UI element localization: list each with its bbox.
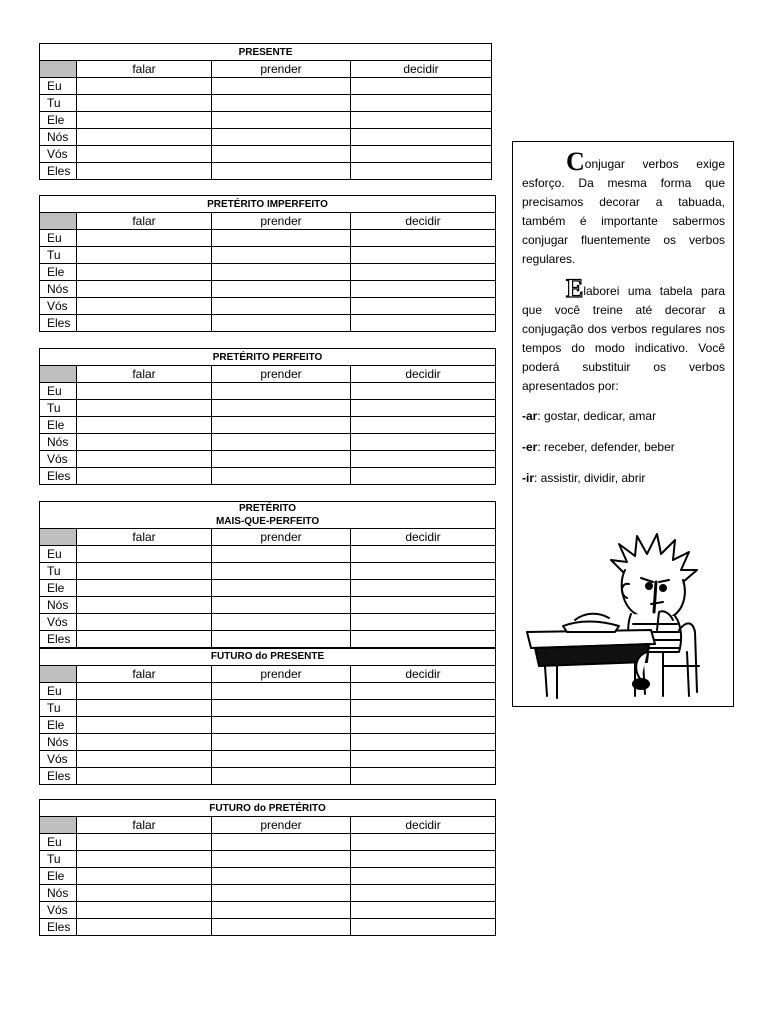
ar-label: -ar (522, 409, 538, 423)
pronoun-label: Ele (40, 868, 77, 885)
tense-title (40, 502, 496, 529)
answer-cell-falar[interactable] (77, 230, 212, 247)
answer-cell-falar[interactable] (77, 78, 212, 95)
answer-cell-decidir[interactable] (351, 902, 496, 919)
er-label: -er (522, 440, 538, 454)
answer-cell-prender[interactable] (212, 716, 351, 733)
pronoun-label: Vós (40, 298, 77, 315)
answer-cell-prender[interactable] (212, 546, 351, 563)
table-row (40, 834, 496, 851)
table-row (40, 767, 496, 784)
answer-cell-prender[interactable] (212, 434, 351, 451)
conjugation-table (39, 348, 496, 485)
verb-header-decidir: decidir (351, 817, 496, 834)
answer-cell-prender[interactable] (212, 563, 351, 580)
tense-title (40, 44, 492, 61)
verb-header-prender: prender (212, 817, 351, 834)
verb-header-prender: prender (212, 529, 351, 546)
pronoun-label: Eles (40, 315, 77, 332)
answer-cell-decidir[interactable] (351, 417, 496, 434)
answer-cell-prender[interactable] (212, 129, 351, 146)
answer-cell-decidir[interactable] (351, 597, 496, 614)
answer-cell-falar[interactable] (77, 112, 212, 129)
tense-title (40, 648, 496, 665)
pronoun-label: Vós (40, 614, 77, 631)
pronoun-label: Tu (40, 699, 77, 716)
pronoun-label: Nós (40, 597, 77, 614)
pronoun-label: Nós (40, 434, 77, 451)
answer-cell-decidir[interactable] (351, 733, 496, 750)
answer-cell-prender[interactable] (212, 146, 351, 163)
verb-header-falar: falar (77, 817, 212, 834)
answer-cell-falar[interactable] (77, 597, 212, 614)
table-row (40, 451, 496, 468)
answer-cell-prender[interactable] (212, 597, 351, 614)
answer-cell-falar[interactable] (77, 834, 212, 851)
answer-cell-falar[interactable] (77, 580, 212, 597)
ar-verbs: : gostar, dedicar, amar (537, 409, 657, 423)
answer-cell-falar[interactable] (77, 750, 212, 767)
answer-cell-decidir[interactable] (351, 95, 492, 112)
answer-cell-falar[interactable] (77, 434, 212, 451)
er-verbs-line (522, 438, 725, 457)
answer-cell-decidir[interactable] (351, 451, 496, 468)
answer-cell-decidir[interactable] (351, 129, 492, 146)
table-row (40, 281, 496, 298)
table-row (40, 95, 492, 112)
answer-cell-prender[interactable] (212, 112, 351, 129)
table-row (40, 885, 496, 902)
answer-cell-decidir[interactable] (351, 580, 496, 597)
verb-header-falar: falar (77, 529, 212, 546)
ir-verbs: : assistir, dividir, abrir (534, 471, 646, 485)
answer-cell-falar[interactable] (77, 400, 212, 417)
answer-cell-falar[interactable] (77, 563, 212, 580)
table-row (40, 112, 492, 129)
drop-cap-e: E (566, 274, 584, 303)
pronoun-label: Vós (40, 146, 77, 163)
verb-header-decidir: decidir (351, 529, 496, 546)
pronoun-label: Nós (40, 281, 77, 298)
table-row (40, 546, 496, 563)
answer-cell-decidir[interactable] (351, 383, 496, 400)
table-row (40, 699, 496, 716)
conjugation-table (39, 43, 492, 180)
table-row (40, 315, 496, 332)
answer-cell-prender[interactable] (212, 885, 351, 902)
answer-cell-prender[interactable] (212, 919, 351, 936)
pronoun-label: Eles (40, 631, 77, 648)
answer-cell-falar[interactable] (77, 129, 212, 146)
answer-cell-decidir[interactable] (351, 631, 496, 648)
pronoun-label: Nós (40, 885, 77, 902)
pronoun-label: Ele (40, 580, 77, 597)
answer-cell-prender[interactable] (212, 230, 351, 247)
answer-cell-prender[interactable] (212, 767, 351, 784)
pronoun-label: Eu (40, 230, 77, 247)
answer-cell-prender[interactable] (212, 400, 351, 417)
verb-header-prender: prender (212, 61, 351, 78)
answer-cell-falar[interactable] (77, 247, 212, 264)
answer-cell-decidir[interactable] (351, 851, 496, 868)
table-row (40, 733, 496, 750)
tense-title-line: PRETÉRITO IMPERFEITO (207, 198, 328, 210)
table-row (40, 563, 496, 580)
pronoun-label: Tu (40, 95, 77, 112)
er-verbs: : receber, defender, beber (537, 440, 675, 454)
tense-title-line: PRESENTE (238, 46, 293, 58)
tense-title-line: FUTURO do PRETÉRITO (209, 802, 326, 814)
answer-cell-prender[interactable] (212, 851, 351, 868)
header-corner-cell (40, 61, 77, 78)
table-row (40, 750, 496, 767)
ir-verbs-line (522, 469, 725, 488)
table-row (40, 417, 496, 434)
pronoun-label: Eles (40, 468, 77, 485)
tense-title (40, 196, 496, 213)
table-row (40, 78, 492, 95)
verb-header-prender: prender (212, 665, 351, 682)
answer-cell-falar[interactable] (77, 902, 212, 919)
instructions-paragraph (522, 274, 725, 396)
table-row (40, 716, 496, 733)
header-corner-cell (40, 213, 77, 230)
answer-cell-falar[interactable] (77, 699, 212, 716)
pronoun-label: Nós (40, 129, 77, 146)
answer-cell-prender[interactable] (212, 631, 351, 648)
answer-cell-decidir[interactable] (351, 885, 496, 902)
answer-cell-falar[interactable] (77, 631, 212, 648)
tense-title-line: FUTURO do PRESENTE (210, 651, 325, 663)
table-row (40, 919, 496, 936)
answer-cell-decidir[interactable] (351, 281, 496, 298)
tense-title-line: PRETÉRITO PERFEITO (212, 351, 323, 363)
verb-header-falar: falar (77, 213, 212, 230)
table-row (40, 247, 496, 264)
answer-cell-prender[interactable] (212, 383, 351, 400)
table-row (40, 868, 496, 885)
answer-cell-decidir[interactable] (351, 699, 496, 716)
conjugation-table (39, 195, 496, 332)
pronoun-label: Tu (40, 851, 77, 868)
answer-cell-prender[interactable] (212, 868, 351, 885)
answer-cell-decidir[interactable] (351, 264, 496, 281)
table-row (40, 631, 496, 648)
answer-cell-falar[interactable] (77, 298, 212, 315)
answer-cell-decidir[interactable] (351, 546, 496, 563)
answer-cell-decidir[interactable] (351, 146, 492, 163)
answer-cell-falar[interactable] (77, 451, 212, 468)
answer-cell-prender[interactable] (212, 580, 351, 597)
answer-cell-falar[interactable] (77, 315, 212, 332)
verb-header-prender: prender (212, 213, 351, 230)
table-row (40, 682, 496, 699)
intro-paragraph (522, 147, 725, 269)
answer-cell-prender[interactable] (212, 902, 351, 919)
answer-cell-prender[interactable] (212, 733, 351, 750)
answer-cell-prender[interactable] (212, 468, 351, 485)
answer-cell-falar[interactable] (77, 264, 212, 281)
header-corner-cell (40, 366, 77, 383)
instructions-text: laborei uma tabela para que você treine até decorar a conjugação dos verbos regulares nos tempos do modo indicativo. Você poderá substituir os verbos apresentados por: (522, 284, 725, 393)
answer-cell-falar[interactable] (77, 146, 212, 163)
table-row (40, 146, 492, 163)
answer-cell-decidir[interactable] (351, 78, 492, 95)
table-row (40, 383, 496, 400)
answer-cell-decidir[interactable] (351, 834, 496, 851)
answer-cell-prender[interactable] (212, 315, 351, 332)
answer-cell-decidir[interactable] (351, 230, 496, 247)
answer-cell-falar[interactable] (77, 767, 212, 784)
pronoun-label: Tu (40, 247, 77, 264)
answer-cell-decidir[interactable] (351, 868, 496, 885)
verb-header-decidir: decidir (351, 665, 496, 682)
answer-cell-falar[interactable] (77, 383, 212, 400)
verb-header-falar: falar (77, 61, 212, 78)
table-row (40, 468, 496, 485)
answer-cell-decidir[interactable] (351, 163, 492, 180)
answer-cell-prender[interactable] (212, 163, 351, 180)
pronoun-label: Ele (40, 112, 77, 129)
answer-cell-prender[interactable] (212, 699, 351, 716)
verb-header-falar: falar (77, 665, 212, 682)
conjugation-table (39, 501, 496, 648)
verb-header-falar: falar (77, 366, 212, 383)
header-corner-cell (40, 665, 77, 682)
answer-cell-decidir[interactable] (351, 563, 496, 580)
answer-cell-falar[interactable] (77, 733, 212, 750)
verb-header-decidir: decidir (351, 61, 492, 78)
answer-cell-prender[interactable] (212, 682, 351, 699)
pronoun-label: Eles (40, 767, 77, 784)
student-writing-illustration (523, 520, 719, 704)
table-row (40, 902, 496, 919)
intro-text: onjugar verbos exige esforço. Da mesma forma que precisamos decorar a tabuada, também é importante sabermos conjugar fluentemente os verbos regulares. (522, 157, 725, 266)
pronoun-label: Ele (40, 716, 77, 733)
ir-label: -ir (522, 471, 534, 485)
table-row (40, 230, 496, 247)
ar-verbs-line (522, 407, 725, 426)
table-row (40, 434, 496, 451)
verb-header-prender: prender (212, 366, 351, 383)
answer-cell-decidir[interactable] (351, 767, 496, 784)
pronoun-label: Vós (40, 451, 77, 468)
answer-cell-falar[interactable] (77, 885, 212, 902)
answer-cell-prender[interactable] (212, 247, 351, 264)
table-row (40, 264, 496, 281)
table-row (40, 400, 496, 417)
header-corner-cell (40, 529, 77, 546)
answer-cell-decidir[interactable] (351, 919, 496, 936)
answer-cell-prender[interactable] (212, 78, 351, 95)
pronoun-label: Eles (40, 163, 77, 180)
pronoun-label: Eu (40, 383, 77, 400)
table-row (40, 580, 496, 597)
answer-cell-prender[interactable] (212, 451, 351, 468)
answer-cell-decidir[interactable] (351, 298, 496, 315)
pronoun-label: Vós (40, 750, 77, 767)
answer-cell-falar[interactable] (77, 919, 212, 936)
pronoun-label: Nós (40, 733, 77, 750)
answer-cell-prender[interactable] (212, 417, 351, 434)
answer-cell-decidir[interactable] (351, 468, 496, 485)
answer-cell-falar[interactable] (77, 417, 212, 434)
answer-cell-decidir[interactable] (351, 716, 496, 733)
answer-cell-falar[interactable] (77, 682, 212, 699)
answer-cell-decidir[interactable] (351, 750, 496, 767)
pronoun-label: Tu (40, 400, 77, 417)
table-row (40, 298, 496, 315)
verb-header-decidir: decidir (351, 366, 496, 383)
pronoun-label: Ele (40, 417, 77, 434)
pronoun-label: Eu (40, 546, 77, 563)
answer-cell-decidir[interactable] (351, 247, 496, 264)
answer-cell-falar[interactable] (77, 281, 212, 298)
instruction-box (512, 141, 734, 707)
pronoun-label: Eles (40, 919, 77, 936)
pronoun-label: Eu (40, 78, 77, 95)
answer-cell-decidir[interactable] (351, 682, 496, 699)
answer-cell-falar[interactable] (77, 468, 212, 485)
answer-cell-prender[interactable] (212, 834, 351, 851)
answer-cell-decidir[interactable] (351, 112, 492, 129)
answer-cell-falar[interactable] (77, 614, 212, 631)
answer-cell-decidir[interactable] (351, 434, 496, 451)
header-corner-cell (40, 817, 77, 834)
tense-title-line: PRETÉRITO (238, 503, 297, 514)
tense-title (40, 349, 496, 366)
tense-title-line: MAIS-QUE-PERFEITO (215, 516, 320, 527)
conjugation-table (39, 647, 496, 785)
table-row (40, 163, 492, 180)
answer-cell-decidir[interactable] (351, 315, 496, 332)
table-row (40, 129, 492, 146)
table-row (40, 614, 496, 631)
answer-cell-prender[interactable] (212, 95, 351, 112)
pronoun-label: Eu (40, 834, 77, 851)
answer-cell-falar[interactable] (77, 851, 212, 868)
answer-cell-falar[interactable] (77, 716, 212, 733)
verb-header-decidir: decidir (351, 213, 496, 230)
answer-cell-decidir[interactable] (351, 614, 496, 631)
pronoun-label: Tu (40, 563, 77, 580)
conjugation-table (39, 799, 496, 936)
answer-cell-falar[interactable] (77, 546, 212, 563)
answer-cell-prender[interactable] (212, 750, 351, 767)
tense-title (40, 800, 496, 817)
drop-cap-c: C (566, 147, 585, 176)
pronoun-label: Ele (40, 264, 77, 281)
answer-cell-prender[interactable] (212, 264, 351, 281)
pronoun-label: Eu (40, 682, 77, 699)
table-row (40, 851, 496, 868)
answer-cell-falar[interactable] (77, 868, 212, 885)
answer-cell-prender[interactable] (212, 614, 351, 631)
answer-cell-falar[interactable] (77, 95, 212, 112)
pronoun-label: Vós (40, 902, 77, 919)
answer-cell-falar[interactable] (77, 163, 212, 180)
answer-cell-prender[interactable] (212, 281, 351, 298)
table-row (40, 597, 496, 614)
answer-cell-prender[interactable] (212, 298, 351, 315)
answer-cell-decidir[interactable] (351, 400, 496, 417)
